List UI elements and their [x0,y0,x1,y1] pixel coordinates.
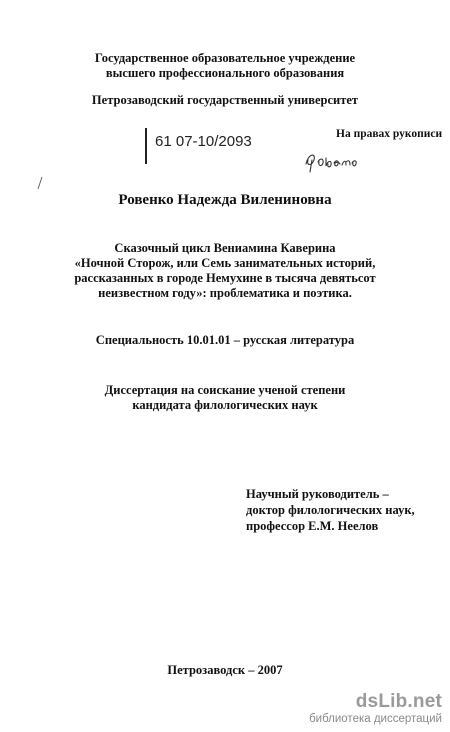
dissertation-line-1: Диссертация на соискание ученой степени [104,383,346,397]
handwritten-signature [302,146,362,176]
scan-mark [36,176,44,190]
ministry-line-2: высшего профессионального образования [105,66,345,80]
advisor-line-3: профессор Е.М. Неелов [246,519,379,533]
dissertation-line-2: кандидата филологических наук [132,398,318,412]
advisor-line-2: доктор филологических наук, [246,503,415,517]
title-line-2: «Ночной Сторож, или Семь занимательных историй, [74,256,376,270]
registration-number: 61 07-10/2093 [155,133,252,150]
university-name: Петрозаводский государственный университет [91,93,359,107]
author-name: Ровенко Надежда Вилениновна [118,192,332,208]
specialty: Специальность 10.01.01 – русская литература [95,333,355,347]
ministry-line-1: Государственное образовательное учреждение [94,51,356,65]
title-line-1: Сказочный цикл Вениамина Каверина [114,241,336,255]
watermark [262,692,442,726]
registration-bar [145,128,147,164]
watermark-subtitle: библиотека диссертаций [309,713,442,725]
watermark-logo: dsLib.net [355,691,442,712]
advisor-line-1: Научный руководитель – [246,487,389,501]
rights-notice: На правах рукописи [336,128,443,140]
city-year: Петрозаводск – 2007 [167,663,283,677]
title-line-4: неизвестном году»: проблематика и поэтика. [98,286,352,300]
title-line-3: рассказанных в городе Немухине в тысяча девятьсот [74,271,376,285]
